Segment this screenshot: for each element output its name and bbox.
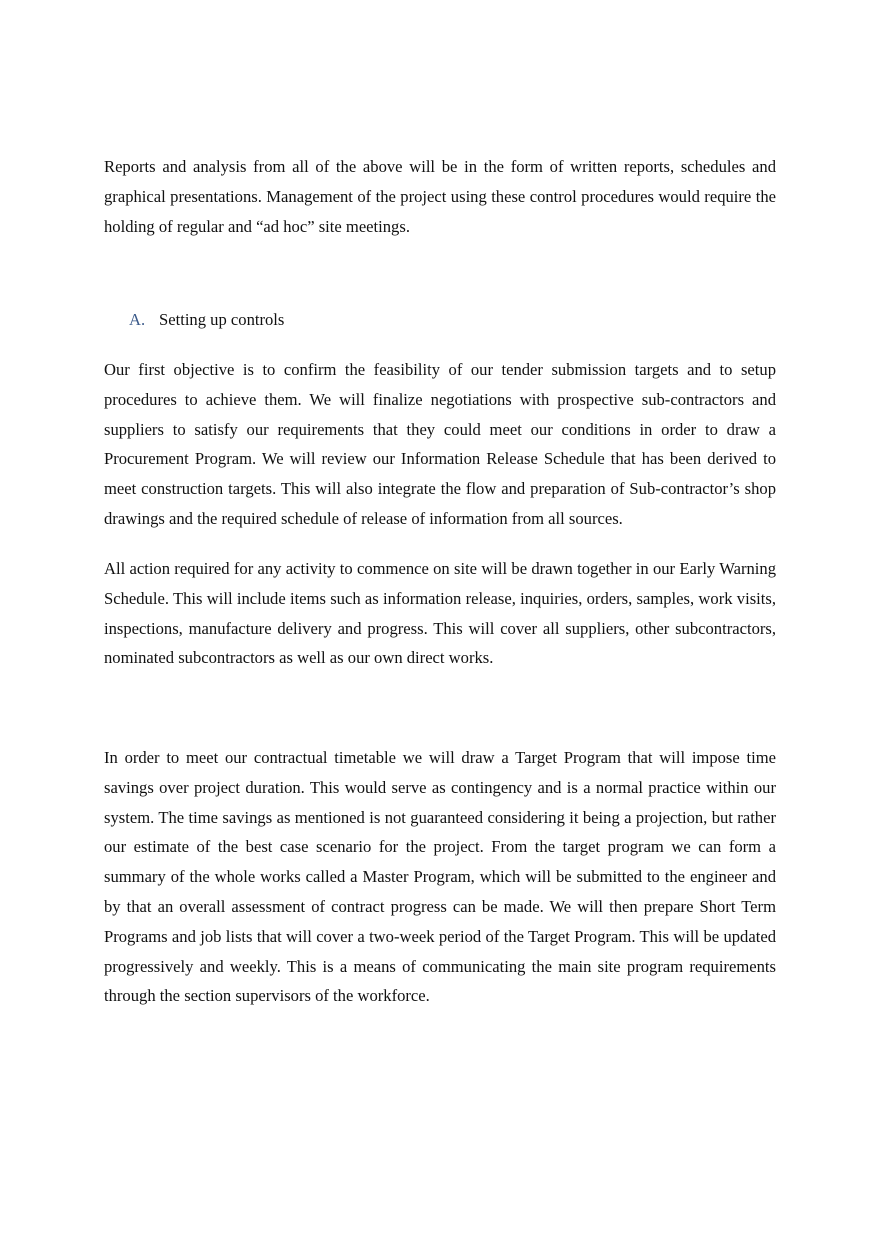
paragraph-target-program: In order to meet our contractual timetable we will draw a Target Program that will impose time savings over project duration. This would serve as contingency and is a normal practice within our system. The time savings as mentioned is not guaranteed considering it being a projection, but rather our estimate of the best case scenario for the project. From the target program we can form a summary of the whole works called a Master Program, which will be submitted to the engineer and by that an overall assessment of contract progress can be made. We will then prepare Short Term Programs and job lists that will cover a two-week period of the Target Program. This will be updated progressively and weekly. This is a means of communicating the main site program requirements through the section supervisors of the workforce. [104,748,776,1006]
section-title: Setting up controls [159,310,285,329]
paragraph-first-objective: Our first objective is to confirm the feasibility of our tender submission targets and to setup procedures to achieve them. We will finalize negotiations with prospective sub-contractors and suppliers to satisfy our requirements that they could meet our conditions in order to draw a Procurement Program. We will review our Information Release Schedule that has been derived to meet construction targets. This will also integrate the flow and preparation of Sub-contractor’s shop drawings and the required schedule of release of information from all sources. [104,360,776,528]
section-heading [129,306,284,334]
paragraph-reports-analysis: Reports and analysis from all of the above will be in the form of written reports, schedules and graphical presentations. Management of the project using these control procedures would require the holding of regular and “ad hoc” site meetings. [104,157,776,236]
section-marker: A. [129,310,146,329]
paragraph-early-warning-schedule: All action required for any activity to commence on site will be drawn together in our Early Warning Schedule. This will include items such as information release, inquiries, orders, samples, work visits, inspections, manufacture delivery and progress. This will cover all suppliers, other subcontractors, nominated subcontractors as well as our own direct works. [104,559,776,668]
